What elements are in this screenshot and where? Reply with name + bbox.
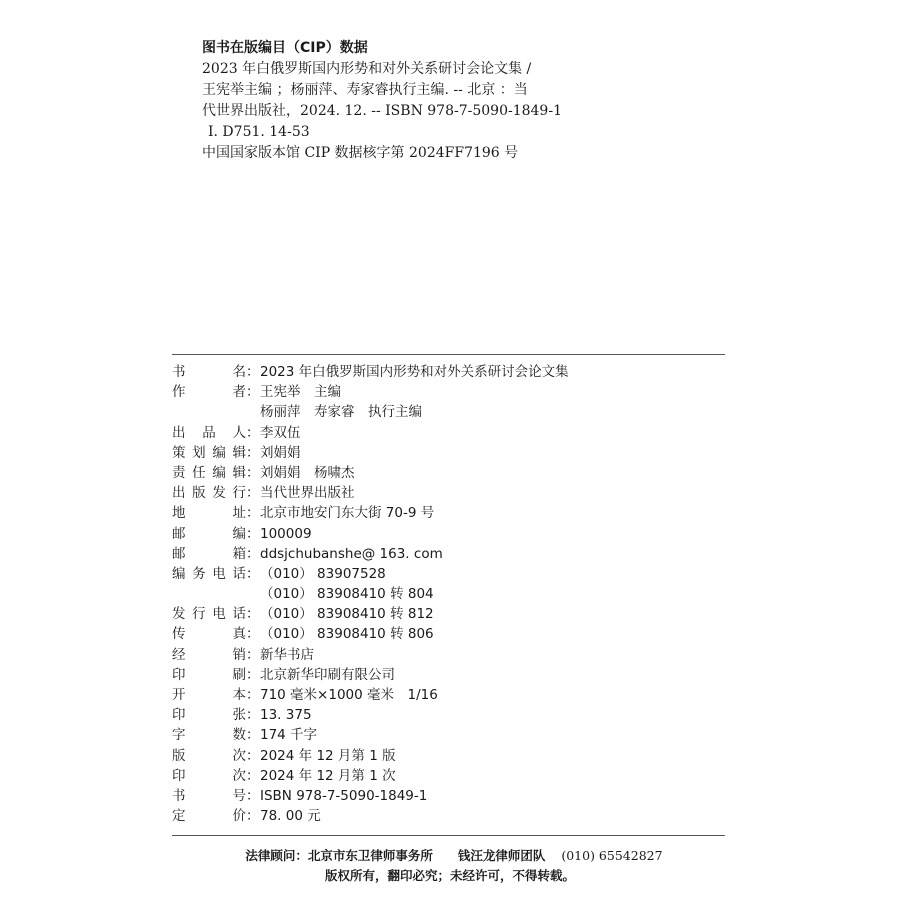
- colophon-row: [172, 483, 569, 503]
- colophon-label-char: 真: [232, 626, 246, 643]
- colophon-row: [172, 362, 569, 382]
- colophon-label-char: 印: [172, 767, 186, 784]
- colophon-colon: ：: [246, 707, 260, 724]
- colophon-value: 174 千字: [260, 727, 318, 744]
- colophon-label-char: 编: [172, 565, 186, 582]
- colophon-label-char: 出: [172, 485, 186, 502]
- colophon-colon: ：: [246, 444, 260, 461]
- colophon-label: [172, 362, 246, 382]
- colophon-row: [172, 463, 569, 483]
- colophon-row: [172, 665, 569, 685]
- colophon-label-char: 版: [172, 747, 186, 764]
- cip-title: 图书在版编目（CIP）数据: [202, 40, 368, 56]
- colophon-value: 2024 年 12 月第 1 版: [260, 747, 396, 764]
- colophon-label-char: 定: [172, 808, 186, 825]
- colophon-row: [172, 423, 569, 443]
- colophon-colon: [246, 402, 260, 422]
- colophon-label: [172, 463, 246, 483]
- cip-line: 代世界出版社，2024. 12. -- ISBN 978-7-5090-1849-1: [202, 103, 562, 119]
- colophon-value: 78. 00 元: [260, 808, 321, 825]
- colophon-label-char: 策: [172, 444, 186, 461]
- colophon-label: [172, 746, 246, 766]
- colophon-colon: ：: [246, 787, 260, 804]
- colophon-row: [172, 624, 569, 644]
- colophon-label-char: 电: [212, 565, 226, 582]
- colophon-label-char: 书: [172, 364, 186, 380]
- colophon-label: [172, 564, 246, 584]
- legal-counsel: 法律顾问：北京市东卫律师事务所 钱汪龙律师团队: [245, 848, 546, 863]
- colophon-label-char: 地: [172, 505, 186, 522]
- colophon-label: [172, 443, 246, 463]
- colophon-label-char: 行: [192, 606, 206, 623]
- colophon-label-char: 数: [232, 727, 246, 744]
- colophon-label: [172, 685, 246, 705]
- colophon-label: [172, 382, 246, 402]
- colophon-label-char: 发: [212, 485, 226, 502]
- colophon-colon: ：: [246, 646, 260, 663]
- colophon-label-char: 价: [232, 808, 246, 825]
- cip-line: 2023 年白俄罗斯国内形势和对外关系研讨会论文集 /: [202, 61, 532, 77]
- colophon-label-char: 任: [192, 464, 206, 481]
- colophon-colon: ：: [246, 666, 260, 683]
- colophon-colon: ：: [246, 384, 260, 401]
- colophon-label-char: 编: [232, 525, 246, 542]
- colophon-value: 刘娟娟 杨啸杰: [260, 464, 355, 481]
- colophon-colon: ：: [246, 747, 260, 764]
- colophon-value: 李双伍: [260, 424, 301, 441]
- colophon-label-char: 箱: [232, 545, 246, 562]
- colophon-value: （010） 83908410 转 812: [260, 606, 434, 623]
- colophon-value: 北京市地安门东大街 70-9 号: [260, 505, 435, 522]
- colophon-label-char: 话: [232, 606, 246, 623]
- colophon-value: 王宪举 主编: [260, 384, 341, 401]
- colophon-colon: ：: [246, 485, 260, 502]
- colophon-row: [172, 544, 569, 564]
- legal-phone: (010) 65542827: [561, 848, 663, 863]
- colophon-label-char: 邮: [172, 525, 186, 542]
- colophon-label: [172, 402, 246, 422]
- colophon-colon: ：: [246, 767, 260, 784]
- colophon-value: 北京新华印刷有限公司: [260, 666, 395, 683]
- colophon-label: [172, 766, 246, 786]
- colophon-label-char: 行: [232, 485, 246, 502]
- colophon-label: [172, 705, 246, 725]
- colophon-label-char: 传: [172, 626, 186, 643]
- colophon-value: ddsjchubanshe@ 163. com: [260, 545, 443, 562]
- colophon-label: [172, 584, 246, 604]
- colophon-colon: ：: [246, 364, 260, 380]
- colophon-label: [172, 806, 246, 826]
- colophon-colon: ：: [246, 505, 260, 522]
- colophon-label-char: 品: [202, 424, 216, 441]
- colophon-colon: ：: [246, 727, 260, 744]
- colophon-label-char: 发: [172, 606, 186, 623]
- colophon-colon: ：: [246, 626, 260, 643]
- colophon-label: [172, 624, 246, 644]
- cip-classification: Ⅰ. D751. 14-53: [208, 124, 310, 140]
- colophon-label: [172, 665, 246, 685]
- colophon-row: [172, 746, 569, 766]
- divider-bottom: [172, 835, 725, 836]
- colophon-label-char: 次: [232, 747, 246, 764]
- colophon-label-char: 开: [172, 687, 186, 703]
- colophon-row: [172, 766, 569, 786]
- colophon-colon: ：: [246, 525, 260, 542]
- colophon-value: 710 毫米×1000 毫米 1/16: [260, 687, 438, 703]
- colophon-row: [172, 645, 569, 665]
- colophon-label-char: 者: [232, 384, 246, 401]
- colophon-row: [172, 604, 569, 624]
- colophon-row: [172, 725, 569, 745]
- legal-counsel-line: [0, 846, 900, 864]
- colophon-label-char: 销: [232, 646, 246, 663]
- colophon-label-char: 书: [172, 787, 186, 804]
- colophon-value: 2024 年 12 月第 1 次: [260, 767, 396, 784]
- colophon-label-char: 印: [172, 666, 186, 683]
- colophon-colon: ：: [246, 424, 260, 441]
- colophon-label-char: 辑: [232, 444, 246, 461]
- copyright-line: [0, 866, 900, 884]
- colophon-colon: [246, 584, 260, 604]
- colophon-label-char: 张: [232, 707, 246, 724]
- cip-block: [202, 38, 562, 164]
- colophon-label-char: 刷: [232, 666, 246, 683]
- colophon-colon: ：: [246, 687, 260, 703]
- colophon-table: [172, 362, 569, 826]
- colophon-row: [172, 524, 569, 544]
- colophon-label-char: 话: [232, 565, 246, 582]
- colophon-row: [172, 786, 569, 806]
- colophon-colon: ：: [246, 545, 260, 562]
- colophon-value: 刘娟娟: [260, 444, 301, 461]
- cip-record-number: 中国国家版本馆 CIP 数据核字第 2024FF7196 号: [202, 145, 519, 161]
- colophon-colon: ：: [246, 808, 260, 825]
- colophon-row: [172, 382, 569, 402]
- colophon-label: [172, 503, 246, 523]
- colophon-label-char: 电: [212, 606, 226, 623]
- colophon-label-char: 人: [232, 424, 246, 441]
- colophon-label-char: 划: [192, 444, 206, 461]
- colophon-label-char: 辑: [232, 464, 246, 481]
- colophon-label: [172, 524, 246, 544]
- colophon-row: [172, 685, 569, 705]
- colophon-value: 13. 375: [260, 707, 312, 724]
- colophon-value: 新华书店: [260, 646, 314, 663]
- colophon-label-char: 字: [172, 727, 186, 744]
- colophon-label-char: 编: [212, 444, 226, 461]
- colophon-value: ISBN 978-7-5090-1849-1: [260, 787, 428, 804]
- colophon-colon: ：: [246, 606, 260, 623]
- colophon-label-char: 版: [192, 485, 206, 502]
- colophon-label-char: 编: [212, 464, 226, 481]
- cip-line: 王宪举主编 ；杨丽萍、寿家睿执行主编. -- 北京 ：当: [202, 82, 528, 98]
- colophon-label-char: 号: [232, 787, 246, 804]
- colophon-label: [172, 483, 246, 503]
- colophon-row: [172, 443, 569, 463]
- colophon-label-char: 务: [192, 565, 206, 582]
- colophon-label-char: 名: [232, 364, 246, 380]
- colophon-label: [172, 786, 246, 806]
- colophon-label: [172, 725, 246, 745]
- copyright-notice: 版权所有，翻印必究；未经许可，不得转载。: [324, 868, 575, 883]
- colophon-value: （010） 83907528: [260, 565, 386, 582]
- colophon-label-char: 责: [172, 464, 186, 481]
- colophon-label-char: 作: [172, 384, 186, 401]
- colophon-value: 杨丽萍 寿家睿 执行主编: [260, 404, 422, 421]
- colophon-label: [172, 423, 246, 443]
- colophon-row: [172, 584, 569, 604]
- colophon-label-char: 本: [232, 687, 246, 703]
- colophon-label: [172, 544, 246, 564]
- colophon-label-char: 印: [172, 707, 186, 724]
- colophon-colon: ：: [246, 464, 260, 481]
- colophon-value: 当代世界出版社: [260, 485, 355, 502]
- colophon-label-char: 次: [232, 767, 246, 784]
- colophon-value: （010） 83908410 转 806: [260, 626, 434, 643]
- colophon-value: 2023 年白俄罗斯国内形势和对外关系研讨会论文集: [260, 364, 569, 380]
- colophon-colon: ：: [246, 565, 260, 582]
- divider-top: [172, 354, 725, 355]
- colophon-row: [172, 806, 569, 826]
- colophon-row: [172, 564, 569, 584]
- colophon-label-char: 址: [232, 505, 246, 522]
- colophon-row: [172, 503, 569, 523]
- colophon-row: [172, 705, 569, 725]
- colophon-value: （010） 83908410 转 804: [260, 586, 434, 603]
- colophon-label: [172, 604, 246, 624]
- colophon-label-char: 经: [172, 646, 186, 663]
- colophon-label: [172, 645, 246, 665]
- colophon-value: 100009: [260, 525, 312, 542]
- colophon-label-char: 邮: [172, 545, 186, 562]
- colophon-row: [172, 402, 569, 422]
- colophon-label-char: 出: [172, 424, 186, 441]
